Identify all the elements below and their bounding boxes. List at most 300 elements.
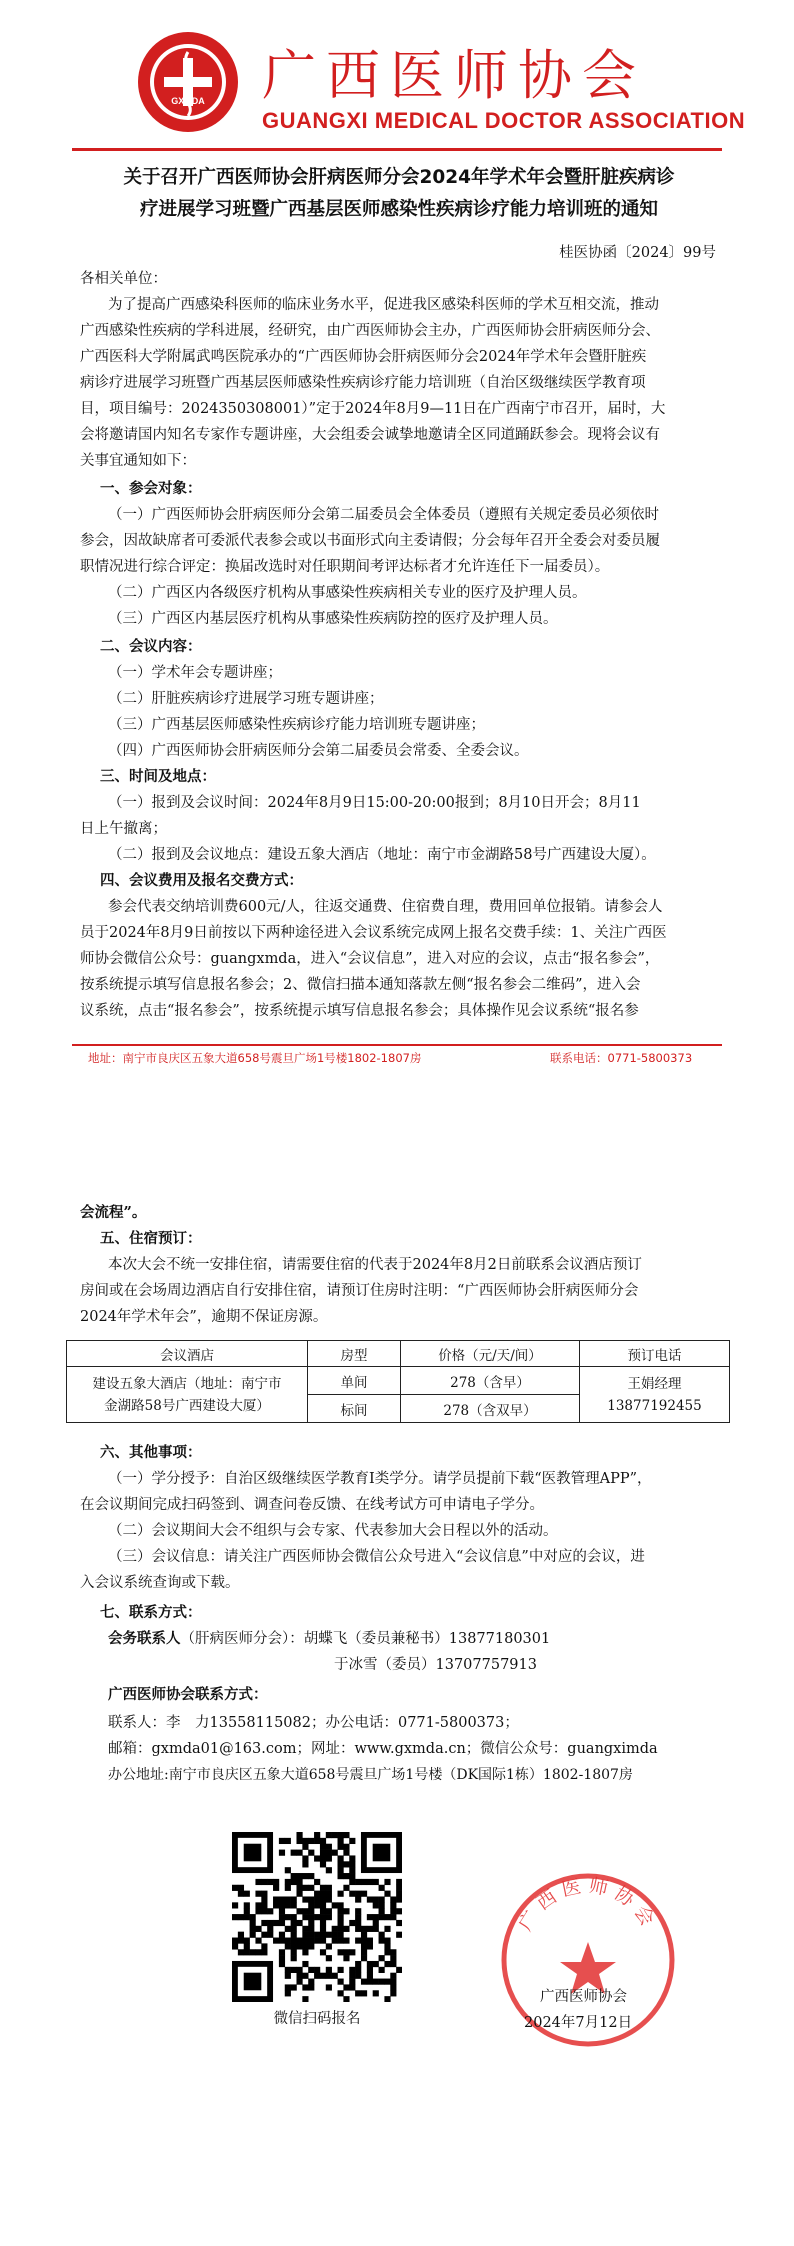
qr-module [285, 1984, 291, 1990]
qr-module [320, 1902, 326, 1908]
section-6-title: 六、其他事项： [100, 1445, 202, 1461]
qr-module [314, 1902, 320, 1908]
qr-module [367, 1979, 373, 1985]
notice-title [72, 162, 726, 226]
qr-module [390, 1902, 396, 1908]
contact-lead-label: 会务联系人 [108, 1631, 181, 1647]
section-1-list [80, 502, 722, 632]
qr-module [338, 1914, 344, 1920]
qr-module [273, 1938, 279, 1944]
qr-module [308, 1984, 314, 1990]
section-7-title: 七、联系方式： [100, 1605, 202, 1621]
qr-module [384, 1891, 390, 1897]
qr-module [308, 1938, 314, 1944]
intro-paragraph [80, 292, 722, 474]
qr-module [296, 1979, 302, 1985]
qr-module [279, 1908, 285, 1914]
qr-module [326, 1832, 332, 1838]
qr-module [338, 1832, 344, 1838]
qr-module [308, 1967, 314, 1973]
list-item: （三）广西区内基层医疗机构从事感染性疾病防控的医疗及护理人员。 [108, 611, 558, 627]
qr-module [302, 1949, 308, 1955]
para-line: 本次大会不统一安排住宿，请需要住宿的代表于2024年8月2日前联系会议酒店预订 [108, 1257, 642, 1273]
qr-module [361, 1879, 367, 1885]
qr-module [332, 1926, 338, 1932]
qr-module [285, 1973, 291, 1979]
qr-module [332, 1832, 338, 1838]
qr-module [285, 1914, 291, 1920]
qr-module [326, 1955, 332, 1961]
qr-module [343, 1873, 349, 1879]
qr-module [267, 1926, 273, 1932]
qr-module [314, 1973, 320, 1979]
qr-module [349, 1873, 355, 1879]
qr-module [390, 1949, 396, 1955]
qr-module [373, 1926, 379, 1932]
qr-module [244, 1949, 250, 1955]
qr-module [302, 1914, 308, 1920]
qr-module [373, 1920, 379, 1926]
qr-module [285, 1867, 291, 1873]
qr-finder [373, 1844, 391, 1862]
qr-module [302, 1938, 308, 1944]
qr-module [255, 1949, 261, 1955]
qr-module [279, 1896, 285, 1902]
qr-module [320, 1844, 326, 1850]
qr-module [379, 1932, 385, 1938]
qr-module [285, 1838, 291, 1844]
qr-module [355, 1967, 361, 1973]
org-name-en: GUANGXI MEDICAL DOCTOR ASSOCIATION [262, 108, 746, 133]
qr-module [232, 1902, 238, 1908]
qr-module [343, 1885, 349, 1891]
intro-line: 为了提高广西感染科医师的临床业务水平，促进我区感染科医师的学术互相交流，推动 [108, 297, 659, 313]
qr-module [261, 1902, 267, 1908]
footer-address: 地址：南宁市良庆区五象大道658号震旦广场1号楼1802-1807房 [88, 1051, 422, 1065]
qr-module [296, 1920, 302, 1926]
hotel-table [66, 1340, 730, 1423]
qr-module [367, 1961, 373, 1967]
qr-module [338, 1938, 344, 1944]
intro-line: 病诊疗进展学习班暨广西基层医师感染性疾病诊疗能力培训班（自治区级继续医学教育项 [80, 375, 646, 391]
qr-module [261, 1932, 267, 1938]
qr-module [326, 1914, 332, 1920]
qr-module [390, 1990, 396, 1996]
qr-module [291, 1949, 297, 1955]
qr-module [355, 1879, 361, 1885]
qr-module [343, 1996, 349, 2002]
qr-module [373, 1896, 379, 1902]
list-item: （一）学术年会专题讲座； [108, 665, 282, 681]
qr-module [238, 1949, 244, 1955]
qr-module [320, 1885, 326, 1891]
qr-module [396, 1920, 402, 1926]
para-line: （一）学分授予：自治区级继续医学教育Ⅰ类学分。请学员提前下载“医教管理APP”， [108, 1471, 652, 1487]
qr-module [355, 1891, 361, 1897]
qr-module [338, 1844, 344, 1850]
qr-module [326, 1896, 332, 1902]
para-line: 2024年学术年会”，逾期不保证房源。 [80, 1309, 328, 1325]
qr-module [367, 1896, 373, 1902]
svg-text:广西医师协会 [514, 1874, 661, 1934]
signature-date: 2024年7月12日 [524, 2015, 633, 2031]
qr-module [349, 1920, 355, 1926]
qr-module [338, 1920, 344, 1926]
qr-module [332, 1902, 338, 1908]
qr-module [367, 1914, 373, 1920]
qr-module [379, 1902, 385, 1908]
qr-module [349, 1891, 355, 1897]
qr-module [308, 1920, 314, 1926]
qr-module [308, 1908, 314, 1914]
qr-module [320, 1896, 326, 1902]
table-row [67, 1367, 730, 1395]
section-6-paragraph [80, 1466, 722, 1596]
qr-module [302, 1908, 308, 1914]
footer-phone: 联系电话：0771-5800373 [550, 1051, 693, 1065]
price-cell: 278（含双早） [401, 1395, 580, 1423]
registration-qr-code[interactable] [232, 1832, 402, 2002]
qr-module [267, 1908, 273, 1914]
qr-module [291, 1955, 297, 1961]
qr-module [390, 1979, 396, 1985]
qr-module [285, 1879, 291, 1885]
qr-module [338, 1891, 344, 1897]
qr-module [396, 1932, 402, 1938]
qr-module [390, 1984, 396, 1990]
qr-module [361, 1979, 367, 1985]
qr-module [343, 1938, 349, 1944]
price-cell: 278（含早） [401, 1367, 580, 1395]
logo [136, 30, 240, 134]
qr-module [355, 1914, 361, 1920]
qr-module [232, 1914, 238, 1920]
qr-module [349, 1861, 355, 1867]
qr-module [279, 1955, 285, 1961]
qr-module [308, 1902, 314, 1908]
qr-module [320, 1926, 326, 1932]
assoc-contact-block [108, 1710, 728, 1788]
qr-module [343, 1926, 349, 1932]
qr-module [261, 1879, 267, 1885]
qr-module [302, 1961, 308, 1967]
qr-module [296, 1850, 302, 1856]
qr-module [390, 1961, 396, 1967]
qr-module [326, 1967, 332, 1973]
qr-module [279, 1961, 285, 1967]
qr-module [308, 1838, 314, 1844]
qr-module [314, 1855, 320, 1861]
qr-module [384, 1938, 390, 1944]
intro-line: 广西医科大学附属武鸣医院承办的“广西医师协会肝病医师分会2024年学术年会暨肝脏疾 [80, 349, 647, 365]
footer-rule [72, 1044, 722, 1046]
qr-module [343, 1861, 349, 1867]
qr-module [308, 1932, 314, 1938]
qr-module [296, 1967, 302, 1973]
assoc-contact-line: 联系人：李 力13558115082；办公电话：0771-5800373； [108, 1715, 519, 1731]
qr-module [302, 1873, 308, 1879]
qr-module [267, 1920, 273, 1926]
list-item: 参会，因故缺席者可委派代表参会或以书面形式向主委请假；分会每年召开全委会对委员履 [80, 533, 660, 549]
section-5-title: 五、住宿预订： [100, 1231, 202, 1247]
qr-module [326, 1943, 332, 1949]
qr-module [261, 1908, 267, 1914]
qr-module [267, 1932, 273, 1938]
qr-module [355, 1973, 361, 1979]
qr-module [261, 1949, 267, 1955]
booking-contact-phone: 13877192455 [607, 1397, 702, 1414]
qr-module [355, 1896, 361, 1902]
qr-module [349, 1949, 355, 1955]
qr-module [279, 1949, 285, 1955]
qr-module [349, 1984, 355, 1990]
qr-module [379, 1967, 385, 1973]
qr-module [296, 1832, 302, 1838]
qr-module [250, 1932, 256, 1938]
list-item: （二）报到及会议地点：建设五象大酒店（地址：南宁市金湖路58号广西建设大厦）。 [108, 847, 656, 863]
qr-module [232, 1938, 238, 1944]
qr-module [296, 1938, 302, 1944]
qr-finder [244, 1973, 262, 1991]
section-2-title: 二、会议内容： [100, 639, 202, 655]
qr-module [338, 1932, 344, 1938]
qr-module [373, 1979, 379, 1985]
para-line: 参会代表交纳培训费600元/人，往返交通费、住宿费自理，费用回单位报销。请参会人 [108, 899, 663, 915]
qr-module [291, 1873, 297, 1879]
qr-module [367, 1879, 373, 1885]
qr-module [291, 1984, 297, 1990]
qr-module [338, 1967, 344, 1973]
qr-module [379, 1955, 385, 1961]
notice-title-line-1: 关于召开广西医师协会肝病医师分会2024年学术年会暨肝脏疾病诊 [123, 167, 675, 188]
qr-module [314, 1932, 320, 1938]
para-line: 按系统提示填写信息报名参会；2、微信扫描本通知落款左侧“报名参会二维码”，进入会 [80, 977, 641, 993]
qr-module [314, 1891, 320, 1897]
qr-module [338, 1926, 344, 1932]
qr-module [291, 1943, 297, 1949]
qr-module [373, 1879, 379, 1885]
qr-module [338, 1867, 344, 1873]
qr-module [279, 1914, 285, 1920]
qr-module [302, 1932, 308, 1938]
qr-module [361, 1932, 367, 1938]
booking-contact-name: 王娟经理 [627, 1375, 682, 1392]
table-header-cell: 房型 [308, 1341, 401, 1367]
qr-module [361, 1949, 367, 1955]
qr-module [232, 1943, 238, 1949]
qr-module [291, 1932, 297, 1938]
qr-module [250, 1920, 256, 1926]
qr-module [291, 1938, 297, 1944]
qr-module [261, 1920, 267, 1926]
qr-module [396, 1908, 402, 1914]
hotel-name-line-2: 金湖路58号广西建设大厦） [104, 1397, 270, 1414]
qr-module [367, 1967, 373, 1973]
qr-module [384, 1979, 390, 1985]
qr-module [279, 1920, 285, 1926]
qr-module [302, 1926, 308, 1932]
qr-module [314, 1938, 320, 1944]
para-line: （三）会议信息：请关注广西医师协会微信公众号进入“会议信息”中对应的会议，进 [108, 1549, 645, 1565]
qr-module [320, 1973, 326, 1979]
qr-module [320, 1908, 326, 1914]
qr-module [343, 1844, 349, 1850]
qr-module [326, 1932, 332, 1938]
qr-module [250, 1949, 256, 1955]
qr-module [338, 1902, 344, 1908]
qr-module [296, 1943, 302, 1949]
table-header-cell: 会议酒店 [67, 1341, 308, 1367]
qr-module [279, 1932, 285, 1938]
qr-module [373, 1990, 379, 1996]
para-line: 师协会微信公众号：guangxmda，进入“会议信息”，进入对应的会议，点击“报名参会”， [80, 951, 660, 967]
header-rule [72, 148, 722, 151]
qr-module [291, 1850, 297, 1856]
list-item: （四）广西医师协会肝病医师分会第二届委员会常委、全委会议。 [108, 743, 529, 759]
qr-module [261, 1891, 267, 1897]
seal-text: 广西医师协会 [514, 1874, 662, 1935]
qr-module [314, 1967, 320, 1973]
qr-module [332, 1973, 338, 1979]
qr-module [361, 1938, 367, 1944]
qr-module [238, 1885, 244, 1891]
qr-module [255, 1879, 261, 1885]
signature-org: 广西医师协会 [540, 1989, 627, 2005]
qr-module [396, 1967, 402, 1973]
qr-module [320, 1938, 326, 1944]
list-item: （三）广西基层医师感染性疾病诊疗能力培训班专题讲座； [108, 717, 485, 733]
para-line: 入会议系统查询或下载。 [80, 1575, 240, 1591]
qr-module [302, 1885, 308, 1891]
qr-module [338, 1990, 344, 1996]
room-type-cell: 标间 [308, 1395, 401, 1423]
qr-module [250, 1914, 256, 1920]
qr-module [384, 1943, 390, 1949]
intro-line: 广西感染性疾病的学科进展，经研究，由广西医师协会主办，广西医师协会肝病医师分会、 [80, 323, 660, 339]
booking-phone-cell [580, 1367, 730, 1423]
qr-module [379, 1938, 385, 1944]
assoc-contact-line: 办公地址:南宁市良庆区五象大道658号震旦广场1号楼（DK国际1栋）1802-1807房 [108, 1767, 633, 1783]
qr-module [355, 1990, 361, 1996]
qr-module [285, 1967, 291, 1973]
qr-module [308, 1885, 314, 1891]
qr-module [379, 1914, 385, 1920]
qr-module [332, 1932, 338, 1938]
qr-module [361, 1926, 367, 1932]
qr-module [296, 1838, 302, 1844]
table-header-row [67, 1341, 730, 1367]
qr-module [361, 1955, 367, 1961]
qr-module [308, 1873, 314, 1879]
qr-module [338, 1873, 344, 1879]
qr-module [255, 1902, 261, 1908]
qr-module [384, 1926, 390, 1932]
hotel-name-line-1: 建设五象大酒店（地址：南宁市 [92, 1375, 282, 1392]
qr-module [273, 1896, 279, 1902]
contact-lead-detail: （肝病医师分会）：胡蝶飞（委员兼秘书）13877180301 [180, 1631, 551, 1647]
qr-module [296, 1891, 302, 1897]
para-line: 房间或在会场周边酒店自行安排住宿，请预订住房时注明：“广西医师协会肝病医师分会 [80, 1283, 639, 1299]
list-item: （二）广西区内各级医疗机构从事感染性疾病相关专业的医疗及护理人员。 [108, 585, 587, 601]
qr-module [355, 1920, 361, 1926]
qr-module [349, 1867, 355, 1873]
para-line: 议系统，点击“报名参会”，按系统提示填写信息报名参会；具体操作见会议系统“报名参 [80, 1003, 639, 1019]
qr-module [320, 1920, 326, 1926]
qr-module [379, 1908, 385, 1914]
contact-lead-line [108, 1626, 722, 1652]
qr-module [302, 1984, 308, 1990]
qr-module [396, 1879, 402, 1885]
qr-module [314, 1896, 320, 1902]
qr-module [384, 1996, 390, 2002]
contact-lead-second: 于冰雪（委员）13707757913 [334, 1657, 537, 1673]
qr-module [279, 1850, 285, 1856]
qr-finder [244, 1844, 262, 1862]
qr-module [338, 1838, 344, 1844]
qr-module [355, 1908, 361, 1914]
section-4-continuation: 会流程”。 [80, 1204, 147, 1221]
qr-module [308, 1850, 314, 1856]
assoc-contact-title: 广西医师协会联系方式： [108, 1687, 268, 1703]
qr-module [273, 1879, 279, 1885]
para-line: 员于2024年8月9日前按以下两种途径进入会议系统完成网上报名交费手续：1、关注广西医 [80, 925, 667, 941]
logo-abbr: GXMDA [171, 96, 205, 106]
qr-module [326, 1984, 332, 1990]
qr-module [238, 1938, 244, 1944]
table-header-cell: 价格（元/天/间） [401, 1341, 580, 1367]
qr-module [326, 1867, 332, 1873]
qr-module [302, 1943, 308, 1949]
qr-module [320, 1861, 326, 1867]
qr-module [238, 1891, 244, 1897]
qr-module [326, 1973, 332, 1979]
qr-module [285, 1885, 291, 1891]
qr-module [308, 1896, 314, 1902]
qr-module [343, 1949, 349, 1955]
qr-module [261, 1943, 267, 1949]
section-2-list [108, 660, 722, 764]
qr-module [396, 1885, 402, 1891]
qr-module [273, 1902, 279, 1908]
qr-module [361, 1990, 367, 1996]
qr-module [238, 1932, 244, 1938]
qr-module [285, 1990, 291, 1996]
table-header-cell: 预订电话 [580, 1341, 730, 1367]
qr-module [302, 1861, 308, 1867]
qr-module [349, 1838, 355, 1844]
qr-module [314, 1832, 320, 1838]
qr-module [396, 1896, 402, 1902]
qr-module [296, 1879, 302, 1885]
qr-module [355, 1926, 361, 1932]
qr-module [302, 1844, 308, 1850]
qr-module [349, 1967, 355, 1973]
qr-module [244, 1891, 250, 1897]
list-item: （二）肝脏疾病诊疗进展学习班专题讲座； [108, 691, 384, 707]
qr-module [261, 1896, 267, 1902]
qr-module [343, 1850, 349, 1856]
qr-module [338, 1979, 344, 1985]
qr-module [379, 1896, 385, 1902]
qr-module [302, 1838, 308, 1844]
qr-module [343, 1832, 349, 1838]
qr-module [291, 1920, 297, 1926]
qr-module [349, 1979, 355, 1985]
qr-module [326, 1844, 332, 1850]
qr-module [308, 1914, 314, 1920]
qr-module [308, 1926, 314, 1932]
hotel-name-cell [67, 1367, 308, 1423]
